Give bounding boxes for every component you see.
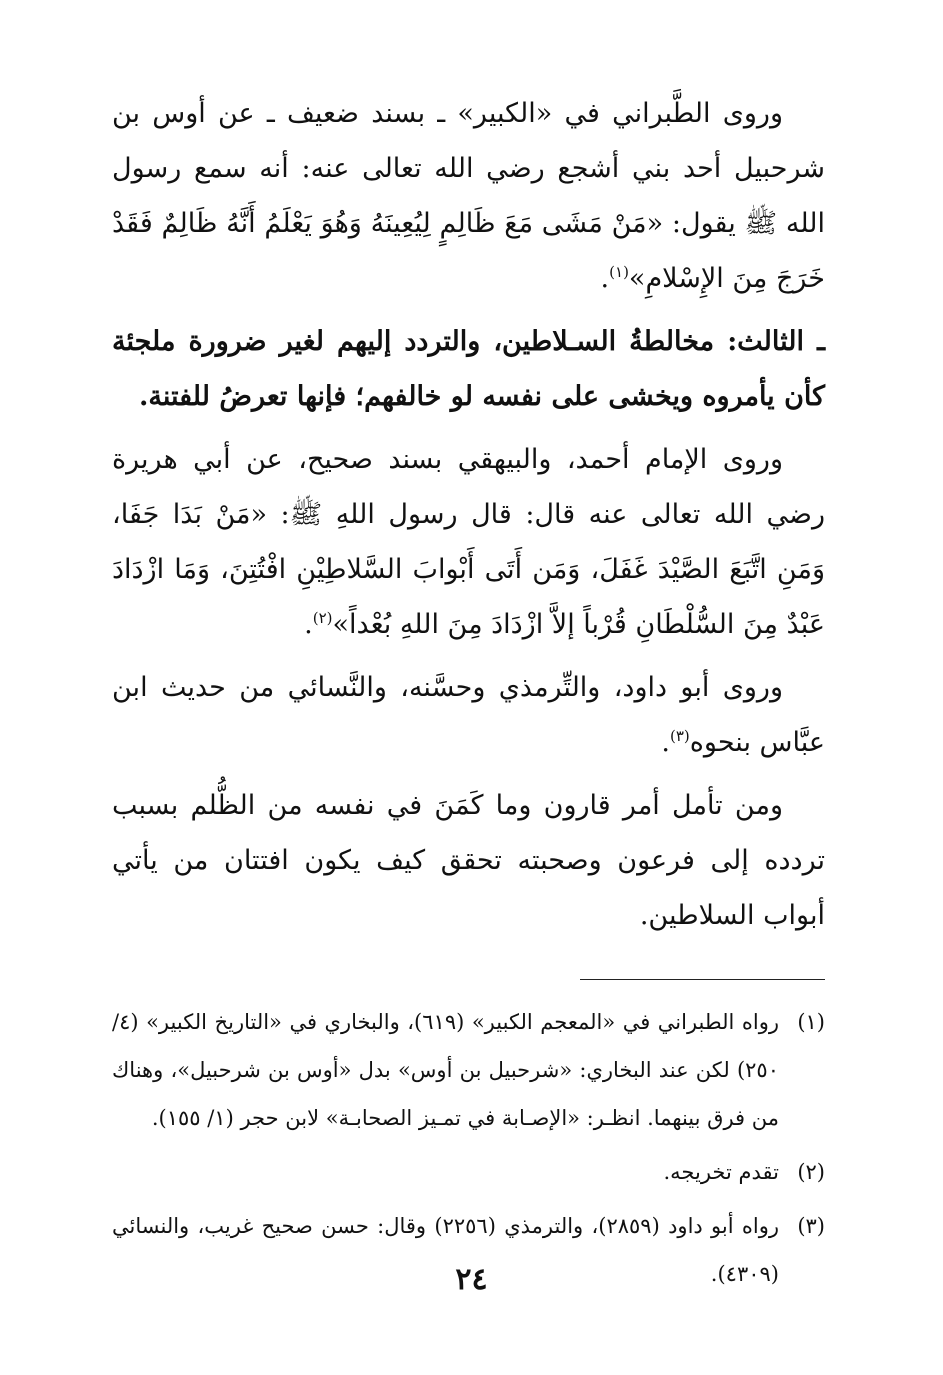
paragraph-end: . [600, 263, 610, 294]
footnote-number: (٣) [797, 1214, 825, 1238]
paragraph-text: ـ الثالث: مخالطةُ السـلاطين، والتردد إليهم لغير ضرورة ملجئة كأن يأمروه ويخشى على نفسه لو خالفهم؛ فإنها تعرضُ للفتنة. [112, 326, 825, 412]
footnote-text: تقدم تخريجه. [663, 1160, 779, 1184]
footnote-ref[interactable]: (٣) [670, 727, 690, 745]
paragraph-text: وروى الإمام أحمد، والبيهقي بسند صحيح، عن أبي هريرة رضي الله تعالى عنه قال: قال رسول اللهِ ﷺ: «مَنْ بَدَا جَفَا، وَمَنِ اتَّبَعَ الصَّيْدَ غَفَلَ، وَمَن أَتَى أَبْوابَ السَّلاطِيْنِ افْتُتِنَ، وَمَا ازْدَادَ عَبْدٌ مِنَ السُّلْطَانِ قُرْباً إلاَّ ازْدَادَ مِنَ اللهِ بُعْداً» [112, 444, 825, 640]
paragraph-end: . [661, 727, 670, 758]
paragraph-ahmad [112, 432, 825, 652]
paragraph-end: . [304, 609, 313, 640]
footnote-separator-wrap [112, 979, 825, 980]
paragraph-abu-dawud [112, 660, 825, 770]
section-heading-third [112, 314, 825, 424]
paragraph-text: وروى الطَّبراني في «الكبير» ـ بسند ضعيف ـ عن أوس بن شرحبيل أحد بني أشجع رضي الله تعالى عنه: أنه سمع رسول الله ﷺ يقول: «مَنْ مَشَى مَعَ ظَالِمٍ لِيُعِينَهُ وَهُوَ يَعْلَمُ أَنَّهُ ظَالِمٌ فَقَدْ خَرَجَ مِنَ الإِسْلامِ» [112, 98, 825, 294]
footnote-ref[interactable]: (٢) [312, 609, 333, 627]
footnote-1 [112, 998, 825, 1142]
paragraph-qarun [112, 778, 825, 943]
paragraph-text: وروى أبو داود، والتِّرمذي وحسَّنه، والنَّسائي من حديث ابن عبَّاس بنحوه [112, 672, 825, 758]
footnote-separator [580, 979, 825, 980]
paragraph-text: ومن تأمل أمر قارون وما كَمَنَ في نفسه من الظُّلم بسبب تردده إلى فرعون وصحبته تحقق كيف يكون افتتان من يأتي أبواب السلاطين. [112, 790, 825, 931]
page-number: ٢٤ [455, 1262, 488, 1297]
footnote-number: (١) [797, 1010, 825, 1034]
paragraph-tabarani [112, 86, 825, 306]
footnote-text: رواه الطبراني في «المعجم الكبير» (٦١٩)، والبخاري في «التاريخ الكبير» (٤/ ٢٥٠) لكن عند البخاري: «شرحبيل بن أوس» بدل «أوس بن شرحبيل»، وهناك من فرق بينهما. انظـر: «الإصـابة في تمـيز الصحابـة» لابن حجر (١/ ١٥٥). [112, 1010, 780, 1130]
footnote-ref[interactable]: (١) [609, 263, 629, 281]
footnote-2 [112, 1148, 825, 1196]
footnote-text: رواه أبو داود (٢٨٥٩)، والترمذي (٢٢٥٦) وقال: حسن صحيح غريب، والنسائي (٤٣٠٩). [112, 1214, 779, 1286]
footnote-number: (٢) [797, 1160, 825, 1184]
